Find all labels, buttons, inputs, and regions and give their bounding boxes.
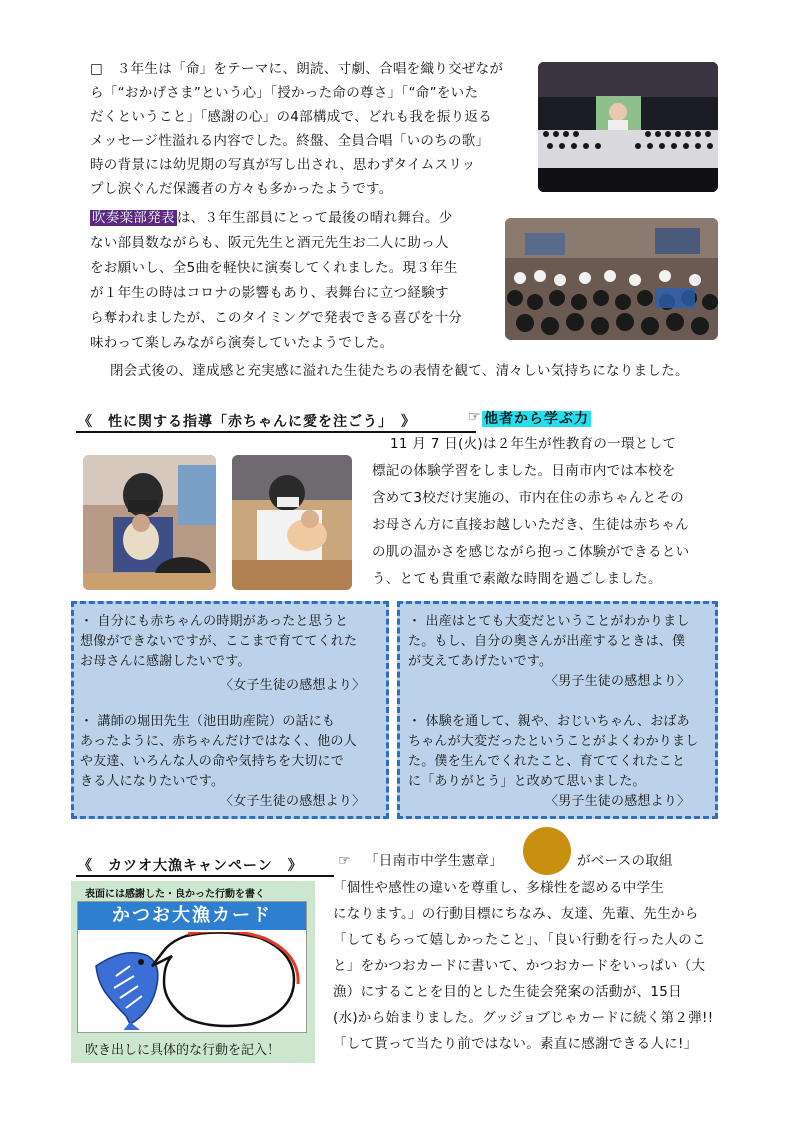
- girls-feedback-box: [71, 601, 389, 819]
- feedback-source: 〈女子生徒の感想より〉: [220, 794, 366, 809]
- feedback-line: ・ 講師の堀田先生（池田助産院）の話にも: [80, 714, 336, 729]
- card-face: [77, 901, 307, 1033]
- charter-name: 「日南市中学生憲章」: [365, 853, 503, 869]
- skill-tag-label: 他者から学ぶ力: [484, 411, 589, 427]
- section-heading-sex-education: 《 性に関する指導「赤ちゃんに愛を注ごう」 》: [78, 414, 416, 430]
- s3-line: 「して貰って当たり前ではない。素直に感謝できる人に!」: [333, 1036, 698, 1052]
- band-paragraph-first-line: [90, 207, 453, 231]
- card-title-banner: [78, 902, 306, 930]
- skill-tag: [482, 408, 591, 428]
- band-line: をお願いし、全5曲を軽快に演奏してくれました。現３年生: [90, 260, 458, 276]
- feedback-source: 〈女子生徒の感想より〉: [220, 678, 366, 693]
- s2-line: の肌の温かさを感じながら抱っこ体験ができるとい: [372, 544, 690, 560]
- s2-line: 標記の体験学習をしました。日南市内では本校を: [372, 463, 676, 479]
- band-performance-photo: [505, 218, 718, 340]
- s3-line: 漁）にすることを目的とした生徒会発案の活動が、15日: [333, 984, 682, 1000]
- s2-line: お母さん方に直接お越しいただき、生徒は赤ちゃん: [372, 517, 689, 533]
- chorus-stage-photo: [538, 62, 718, 192]
- feedback-line: に「ありがとう」と改めて思いました。: [408, 774, 646, 789]
- s2-line: 11 月 7 日(火)は２年生が性教育の一環として: [390, 436, 677, 452]
- s3-line: と」をかつおカードに書いて、かつおカードをいっぱい（大: [333, 958, 706, 974]
- fish-illustration-icon: [82, 932, 306, 1030]
- s3-line: になります。」の行動目標にちなみ、友達、先輩、先生から: [333, 906, 699, 922]
- feedback-line: た。もし、自分の奥さんが出産するときは、僕: [408, 634, 686, 649]
- closing-sentence: 閉会式後の、達成感と充実感に溢れた生徒たちの表情を観て、清々しい気持ちになりました。: [110, 363, 689, 379]
- band-line: ない部員数ながらも、阪元先生と酒元先生お二人に助っ人: [90, 235, 449, 251]
- feedback-source: 〈男子生徒の感想より〉: [545, 794, 691, 809]
- s1-line: だくということ」「感謝の心」の4部構成で、どれも我を振り返る: [90, 109, 493, 125]
- card-title: かつお大漁カード: [112, 905, 272, 926]
- feedback-line: あったように、赤ちゃんだけではなく、他の人: [80, 734, 357, 749]
- katsuo-card-illustration: [71, 881, 315, 1063]
- s1-line: ら「“おかげさま”という心」「授かった命の尊さ」「“命”をいた: [90, 85, 479, 101]
- feedback-line: ・ 自分にも赤ちゃんの時期があったと思うと: [80, 614, 349, 629]
- band-line: 味わって楽しみながら演奏していたようでした。: [90, 335, 394, 351]
- boys-feedback-box: [397, 601, 718, 819]
- s1-line: プし涙ぐんだ保護者の方々も多かったようです。: [90, 181, 393, 197]
- feedback-line: ちゃんが大変だったということがよくわかりまし: [408, 734, 699, 749]
- charter-base-text: がベースの取組: [577, 853, 673, 869]
- baby-holding-photo-left: [83, 455, 216, 590]
- feedback-line: ・ 体験を通して、親や、おじいちゃん、おばあ: [408, 714, 690, 729]
- feedback-line: た。僕を生んでくれたこと、育ててくれたこと: [408, 754, 686, 769]
- band-line: ら奪われましたが、このタイミングで発表できる喜びを十分: [90, 310, 463, 326]
- s1-line: メッセージ性溢れる内容でした。終盤、全員合唱「いのちの歌」: [90, 133, 490, 149]
- feedback-line: 想像ができないですが、ここまで育ててくれた: [80, 634, 358, 649]
- feedback-line: や友達、いろんな人の命や気持ちを大切にで: [80, 754, 345, 769]
- s2-line: 含めて3校だけ実施の、市内在住の赤ちゃんとその: [372, 490, 684, 506]
- s3-line: (水)から始まりました。グッジョブじゃカードに続く第２弾!!: [333, 1010, 714, 1026]
- pointing-hand-icon: ☞: [338, 853, 351, 869]
- band-line: が１年生の時はコロナの影響もあり、表舞台に立つ経験す: [90, 285, 449, 301]
- s1-line: □ ３年生は「命」をテーマに、朗読、寸劇、合唱を織り交ぜなが: [90, 61, 504, 77]
- feedback-line: お母さんに感謝したいです。: [80, 654, 251, 669]
- section-heading-katsuo-campaign: 《 カツオ大漁キャンペーン 》: [78, 858, 303, 874]
- feedback-line: が支えてあげたいです。: [408, 654, 553, 669]
- s3-line: 「個性や感性の違いを尊重し、多様性を認める中学生: [333, 880, 665, 896]
- s1-line: 時の背景には幼児期の写真が写し出され、思わずタイムスリッ: [90, 157, 476, 173]
- school-emblem-icon: [523, 827, 571, 875]
- feedback-line: きる人になりたいです。: [80, 774, 225, 789]
- feedback-line: ・ 出産はとても大変だということがわかりまし: [408, 614, 690, 629]
- card-caption-bottom: 吹き出しに具体的な行動を記入！: [85, 1043, 281, 1058]
- s3-line: 「してもらって嬉しかったこと」、「良い行動を行った人のこ: [333, 932, 706, 948]
- band-line-rest: は、３年生部員にとって最後の晴れ舞台。少: [176, 210, 453, 226]
- feedback-source: 〈男子生徒の感想より〉: [545, 674, 691, 689]
- baby-holding-photo-right: [232, 455, 352, 590]
- s2-line: う、とても貴重で素敵な時間を過ごしました。: [372, 571, 662, 587]
- pointing-hand-icon: ☞: [468, 409, 481, 425]
- card-caption-top: 表面には感謝した・良かった行動を書く: [85, 889, 265, 900]
- heading-underline: [76, 875, 334, 877]
- band-label: 吹奏楽部発表: [92, 210, 175, 226]
